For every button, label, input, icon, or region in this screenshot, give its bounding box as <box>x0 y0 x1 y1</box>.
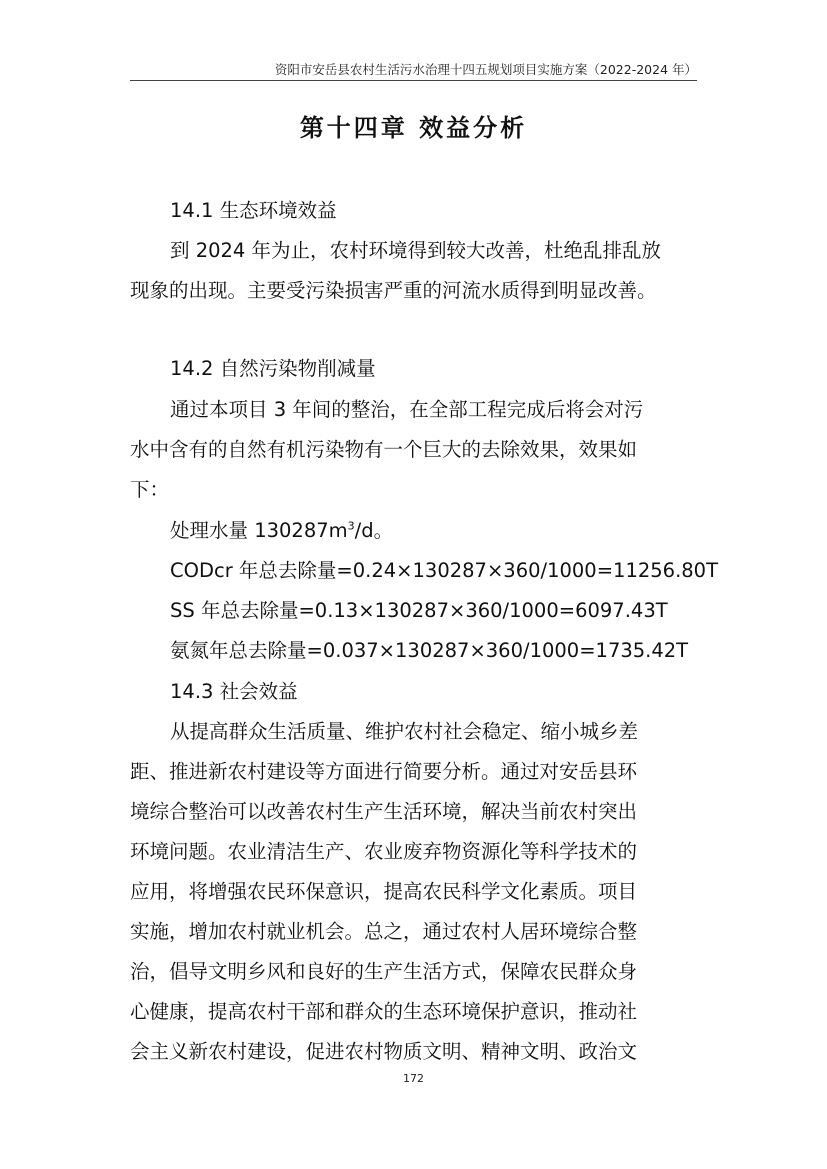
paragraph-line: 从提高群众生活质量、维护农村社会稳定、缩小城乡差 <box>170 720 639 743</box>
superscript: 3 <box>347 519 355 533</box>
paragraph-line: 治，倡导文明乡风和良好的生产生活方式，保障农民群众身 <box>130 960 638 983</box>
paragraph-line: 通过本项目 3 年间的整治，在全部工程完成后将会对污 <box>170 398 644 421</box>
paragraph-line: 心健康，提高农村干部和群众的生态环境保护意识，推动社 <box>130 1000 638 1023</box>
paragraph-line: 现象的出现。主要受污染损害严重的河流水质得到明显改善。 <box>130 279 657 302</box>
treatment-volume <box>170 515 393 543</box>
paragraph-line: 距、推进新农村建设等方面进行简要分析。通过对安岳县环 <box>130 760 638 783</box>
paragraph-line: 会主义新农村建设，促进农村物质文明、精神文明、政治文 <box>130 1040 638 1063</box>
chapter-title: 第十四章 效益分析 <box>299 114 528 142</box>
treatment-volume-text: 处理水量 130287m <box>170 519 348 542</box>
ss-removal: SS 年总去除量=0.13×130287×360/1000=6097.43T <box>170 599 668 622</box>
section-heading-14-1: 14.1 生态环境效益 <box>170 199 337 222</box>
page-number: 172 <box>403 1072 424 1085</box>
paragraph-line: 应用，将增强农民环保意识，提高农民科学文化素质。项目 <box>130 880 638 903</box>
paragraph-line: 环境问题。农业清洁生产、农业废弃物资源化等科学技术的 <box>130 840 638 863</box>
paragraph-line: 境综合整治可以改善农村生产生活环境，解决当前农村突出 <box>130 800 638 823</box>
paragraph-line: 实施，增加农村就业机会。总之，通过农村人居环境综合整 <box>130 920 638 943</box>
cod-removal: CODcr 年总去除量=0.24×130287×360/1000=11256.80T <box>170 559 718 582</box>
section-heading-14-2: 14.2 自然污染物削减量 <box>170 357 376 380</box>
section-heading-14-3: 14.3 社会效益 <box>170 680 298 703</box>
paragraph-line: 水中含有的自然有机污染物有一个巨大的去除效果，效果如 <box>130 438 638 461</box>
paragraph-line: 到 2024 年为止，农村环境得到较大改善，杜绝乱排乱放 <box>170 239 662 262</box>
treatment-volume-unit: /d。 <box>354 519 394 542</box>
running-header: 资阳市安岳县农村生活污水治理十四五规划项目实施方案（2022-2024 年） <box>274 62 697 77</box>
paragraph-line: 下： <box>130 478 170 501</box>
nh-removal: 氨氮年总去除量=0.037×130287×360/1000=1735.42T <box>170 639 689 662</box>
header-rule <box>130 80 697 81</box>
